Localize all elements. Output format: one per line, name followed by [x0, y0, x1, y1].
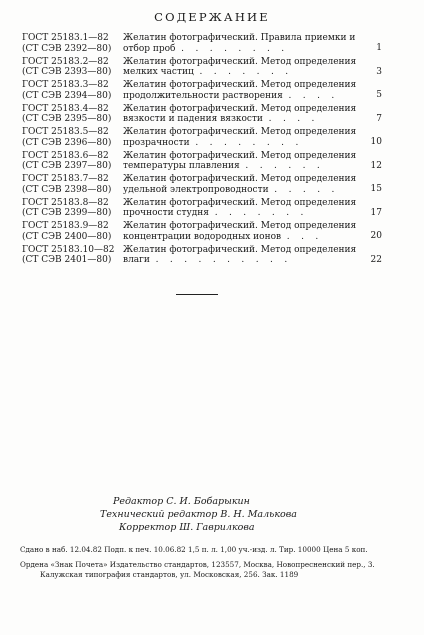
gost-number: ГОСТ 25183.3—82	[22, 80, 109, 90]
toc-entry	[20, 33, 390, 57]
description-line-2: вязкости и падения вязкости . . . .	[123, 114, 315, 124]
st-sev-number: (СТ СЭВ 2393—80)	[22, 67, 112, 77]
standard-code	[22, 57, 122, 78]
entry-description	[123, 33, 365, 54]
gost-number: ГОСТ 25183.9—82	[22, 221, 109, 231]
description-line-1: Желатин фотографический. Правила приемки и	[123, 33, 356, 43]
entry-description	[123, 80, 365, 101]
st-sev-number: (СТ СЭВ 2399—80)	[22, 208, 112, 218]
publication-imprint	[20, 545, 400, 580]
toc-entry	[20, 174, 390, 198]
st-sev-number: (СТ СЭВ 2394—80)	[22, 90, 112, 101]
entry-description	[123, 127, 365, 148]
page-number: 20	[370, 231, 382, 241]
gost-number: ГОСТ 25183.2—82	[22, 56, 109, 67]
gost-number: ГОСТ 25183.10—82	[22, 244, 115, 255]
page-number: 5	[376, 90, 382, 100]
entry-description	[123, 221, 365, 242]
description-line-1: Желатин фотографический. Метод определения	[123, 174, 357, 184]
st-sev-number: (СТ СЭВ 2398—80)	[22, 184, 112, 195]
page-title: СОДЕРЖАНИЕ	[154, 10, 270, 24]
st-sev-number: (СТ СЭВ 2392—80)	[22, 43, 112, 54]
standard-code	[22, 80, 122, 101]
gost-number: ГОСТ 25183.7—82	[22, 174, 109, 184]
page-number: 3	[376, 66, 382, 77]
toc-entry	[20, 57, 390, 81]
standard-code	[22, 151, 122, 172]
standard-code	[22, 174, 122, 195]
toc-entry	[20, 127, 390, 151]
st-sev-number: (СТ СЭВ 2396—80)	[22, 137, 112, 148]
standard-code	[22, 221, 122, 242]
description-line-2: удельной электропроводности . . . . .	[123, 184, 335, 195]
standard-code	[22, 127, 122, 148]
entry-description	[123, 198, 365, 219]
page-number: 10	[370, 137, 382, 147]
description-line-1: Желатин фотографический. Метод определения	[123, 56, 357, 67]
st-sev-number: (СТ СЭВ 2395—80)	[22, 114, 112, 124]
gost-number: ГОСТ 25183.1—82	[22, 33, 109, 43]
description-line-2: мелких частиц . . . . . . .	[123, 67, 289, 77]
gost-number: ГОСТ 25183.8—82	[22, 197, 109, 208]
description-line-1: Желатин фотографический. Метод определения	[123, 80, 357, 90]
separator-rule	[176, 294, 218, 295]
table-of-contents	[20, 33, 390, 268]
toc-entry	[20, 221, 390, 245]
entry-description	[123, 151, 365, 172]
description-line-1: Желатин фотографический. Метод определения	[123, 150, 357, 161]
page-number: 15	[370, 184, 382, 194]
toc-entry	[20, 104, 390, 128]
imprint-printing-house: Калужская типография стандартов, ул. Московская, 256. Зак. 1189	[40, 570, 299, 579]
toc-entry	[20, 245, 390, 269]
entry-description	[123, 245, 365, 266]
page-number: 12	[370, 160, 382, 171]
description-line-1: Желатин фотографический. Метод определения	[123, 127, 357, 137]
imprint-publisher: Ордена «Знак Почета» Издательство стандартов, 123557, Москва, Новопресненский пер., 3.	[20, 560, 375, 569]
description-line-2: продолжительности растворения . . . .	[123, 90, 335, 101]
description-line-2: отбор проб . . . . . . . .	[123, 43, 285, 54]
description-line-1: Желатин фотографический. Метод определения	[123, 197, 357, 208]
description-line-2: прочности студня . . . . . . .	[123, 208, 304, 218]
page-number: 1	[376, 43, 382, 53]
description-line-1: Желатин фотографический. Метод определения	[123, 103, 357, 114]
corrector-credit: Корректор Ш. Гаврилкова	[119, 522, 255, 533]
page-number: 7	[376, 113, 382, 124]
toc-entry	[20, 80, 390, 104]
gost-number: ГОСТ 25183.6—82	[22, 150, 109, 161]
description-line-2: прозрачности . . . . . . . .	[123, 137, 299, 148]
page-number: 17	[370, 207, 382, 218]
st-sev-number: (СТ СЭВ 2401—80)	[22, 255, 112, 265]
description-line-2: влаги . . . . . . . . . .	[123, 255, 288, 265]
toc-entry	[20, 198, 390, 222]
technical-editor-credit: Технический редактор В. Н. Малькова	[100, 509, 297, 520]
description-line-2: температуры плавления . . . . . .	[123, 161, 320, 171]
standard-code	[22, 198, 122, 219]
editor-credit: Редактор С. И. Бобарыкин	[113, 496, 250, 507]
standard-code	[22, 33, 122, 54]
description-line-1: Желатин фотографический. Метод определения	[123, 244, 357, 255]
standard-code	[22, 245, 122, 266]
entry-description	[123, 57, 365, 78]
description-line-2: концентрации водородных ионов . . .	[123, 231, 319, 242]
toc-entry	[20, 151, 390, 175]
gost-number: ГОСТ 25183.4—82	[22, 103, 109, 114]
standard-code	[22, 104, 122, 125]
gost-number: ГОСТ 25183.5—82	[22, 127, 109, 137]
entry-description	[123, 174, 365, 195]
imprint-print-details: Сдано в наб. 12.04.82 Подп. к печ. 10.06.82 1,5 п. л. 1,00 уч.-изд. л. Тир. 10000 Цена 5 коп.	[20, 545, 368, 554]
st-sev-number: (СТ СЭВ 2397—80)	[22, 161, 112, 171]
page-number: 22	[370, 254, 382, 265]
description-line-1: Желатин фотографический. Метод определения	[123, 221, 357, 231]
editorial-credits	[100, 495, 320, 534]
entry-description	[123, 104, 365, 125]
st-sev-number: (СТ СЭВ 2400—80)	[22, 231, 112, 242]
